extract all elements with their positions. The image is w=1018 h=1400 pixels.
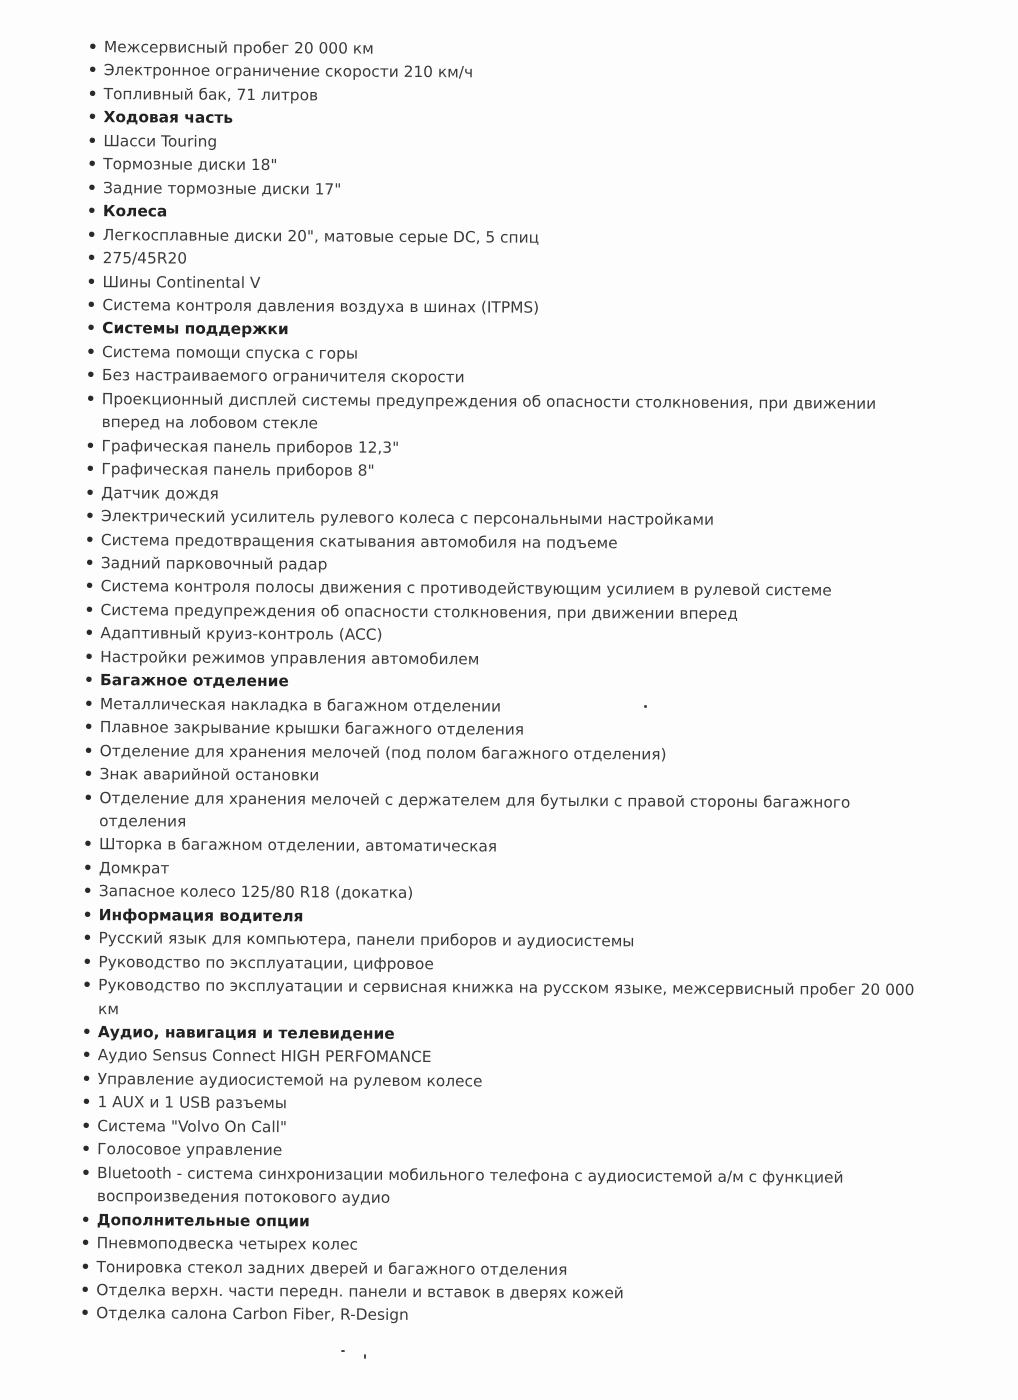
list-item-text: Пневмоподвеска четырех колес [96,1234,359,1254]
bullet-icon: • [86,202,97,221]
list-item [83,786,933,838]
bullet-icon: • [80,1210,91,1229]
bullet-icon: • [81,1023,92,1042]
list-item-text: Bluetooth - система синхронизации мобильного телефона с аудиосистемой а/м с функцией воспроизведения потокового аудио [96,1163,844,1208]
bullet-icon: • [83,718,94,737]
list-item-text: Домкрат [98,858,170,878]
bullet-icon: • [80,1234,91,1253]
bullet-icon: • [84,624,95,643]
list-item-text: Голосовое управление [97,1140,283,1160]
bullet-icon: • [84,671,94,690]
scan-speck [644,705,647,708]
bullet-icon: • [85,389,96,408]
bullet-icon: • [82,952,93,971]
list-item-text: Тормозные диски 18" [103,155,278,175]
bullet-icon: • [87,61,98,80]
bullet-icon: • [81,1093,92,1112]
section-heading-text: Ходовая часть [103,108,234,128]
bullet-icon: • [82,929,93,948]
bullet-icon: • [86,249,97,268]
list-item-text: Датчик дождя [101,483,219,503]
list-item-text: Система контроля давления воздуха в шинах (ITPMS) [102,296,540,317]
list-item-text: Металлическая накладка в багажном отделении [99,694,502,716]
bullet-icon: • [83,835,93,854]
list-item [81,1162,931,1214]
bullet-icon: • [81,1140,92,1159]
bullet-icon: • [81,1163,91,1182]
list-item-text: Аудио Sensus Connect HIGH PERFOMANCE [97,1046,432,1067]
list-item-text: Плавное закрывание крышки багажного отделения [99,718,525,739]
bullet-icon: • [84,530,95,549]
list-item-text: Настройки режимов управления автомобилем [100,647,480,669]
list-item-text: Графическая панель приборов 12,3" [101,436,400,457]
bullet-icon: • [87,178,97,197]
list-item [86,388,936,440]
section-heading-text: Системы поддержки [102,319,289,339]
list-item-text: Отделение для хранения мелочей с держателем для бутылки с правой стороны багажного отделения [99,788,851,831]
bullet-icon: • [85,436,96,455]
list-item-text: Система контроля полосы движения с противодействующим усилием в рулевой системе [100,577,832,600]
list-item-text: Русский язык для компьютера, панели приборов и аудиосистемы [98,929,635,951]
scan-speck [364,1354,366,1359]
list-item-text: Без настраиваемого ограничителя скорости [101,366,465,387]
section-heading-text: Колеса [102,202,168,221]
bullet-icon: • [85,483,96,502]
bullet-icon: • [84,577,95,596]
bullet-icon: • [83,765,94,784]
bullet-icon: • [80,1257,91,1276]
bullet-icon: • [87,84,98,103]
bullet-icon: • [85,507,95,526]
bullet-icon: • [81,1116,92,1135]
bullet-icon: • [83,788,94,807]
list-item-text: Задний парковочный радар [100,554,328,574]
list-item-text: Шасси Touring [103,131,218,151]
list-item-text: Система предотвращения скатывания автомобиля на подъеме [100,530,618,552]
bullet-icon: • [84,600,95,619]
list-item [82,974,932,1026]
list-item-text: Управление аудиосистемой на рулевом колесе [97,1070,483,1091]
bullet-icon: • [86,225,97,244]
bullet-icon: • [87,37,98,57]
bullet-icon: • [80,1280,91,1300]
bullet-icon: • [87,155,98,174]
list-item-text: Знак аварийной остановки [99,765,320,785]
bullet-icon: • [82,976,93,995]
list-item-text: Система помощи спуска с горы [102,342,359,363]
bullet-icon: • [85,460,96,479]
scan-speck [341,1350,345,1352]
list-item-text: Проекционный дисплей системы предупреждения об опасности столкновения, при движении вперед на лобовом стекле [101,389,877,433]
section-heading-text: Информация водителя [98,905,304,926]
list-item-text: Задние тормозные диски 17" [103,178,342,199]
list-item [80,1302,930,1331]
list-item-text: Шины Continental V [102,272,261,292]
section-heading-text: Дополнительные опции [96,1210,310,1231]
list-item-text: Система предупреждения об опасности столкновения, при движении вперед [100,600,738,623]
bullet-icon: • [81,1046,92,1065]
list-item-text: 275/45R20 [102,249,188,268]
bullet-icon: • [82,882,93,901]
bullet-icon: • [83,694,94,713]
list-item-text: Тонировка стекол задних дверей и багажного отделения [96,1257,568,1279]
list-item-text: Адаптивный круиз-контроль (ACC) [100,624,383,645]
bullet-icon: • [86,319,97,338]
section-heading-text: Багажное отделение [100,671,289,691]
list-item-text: Запасное колесо 125/80 R18 (докатка) [98,882,414,903]
list-item-text: 1 AUX и 1 USB разъемы [97,1093,288,1113]
list-item-text: Отделка салона Carbon Fiber, R-Design [96,1304,409,1325]
list-item-text: Руководство по эксплуатации и сервисная книжка на русском языке, межсервисный пробег 20 000 км [98,976,915,1018]
bullet-icon: • [85,366,96,385]
list-item-text: Графическая панель приборов 8" [101,460,375,480]
list-item-text: Отделка верхн. части передн. панели и вставок в дверях кожей [96,1281,624,1303]
bullet-icon: • [86,295,97,315]
bullet-icon: • [87,108,98,127]
list-item-text: Электронное ограничение скорости 210 км/ч [103,61,474,82]
list-item-text: Шторка в багажном отделении, автоматическая [99,835,498,856]
bullet-icon: • [82,858,93,877]
list-item-text: Легкосплавные диски 20", матовые серые DC, 5 спиц [102,225,540,247]
bullet-icon: • [86,342,96,361]
bullet-icon: • [82,905,93,924]
section-heading-text: Аудио, навигация и телевидение [97,1023,395,1043]
list-item-text: Руководство по эксплуатации, цифровое [98,952,434,973]
bullet-icon: • [81,1069,92,1088]
bullet-icon: • [80,1304,91,1323]
bullet-icon: • [86,272,97,291]
list-item-text: Электрический усилитель рулевого колеса с персональными настройками [101,507,715,529]
bullet-icon: • [83,741,94,760]
list-item-text: Топливный бак, 71 литров [103,85,319,105]
bullet-icon: • [84,647,95,666]
list-item-text: Межсервисный пробег 20 000 км [103,38,374,58]
list-item-text: Отделение для хранения мелочей (под полом багажного отделения) [99,741,667,764]
bullet-icon: • [84,553,95,573]
bullet-icon: • [87,131,98,150]
list-item-text: Система "Volvo On Call" [97,1116,288,1137]
spec-list [80,36,938,1331]
